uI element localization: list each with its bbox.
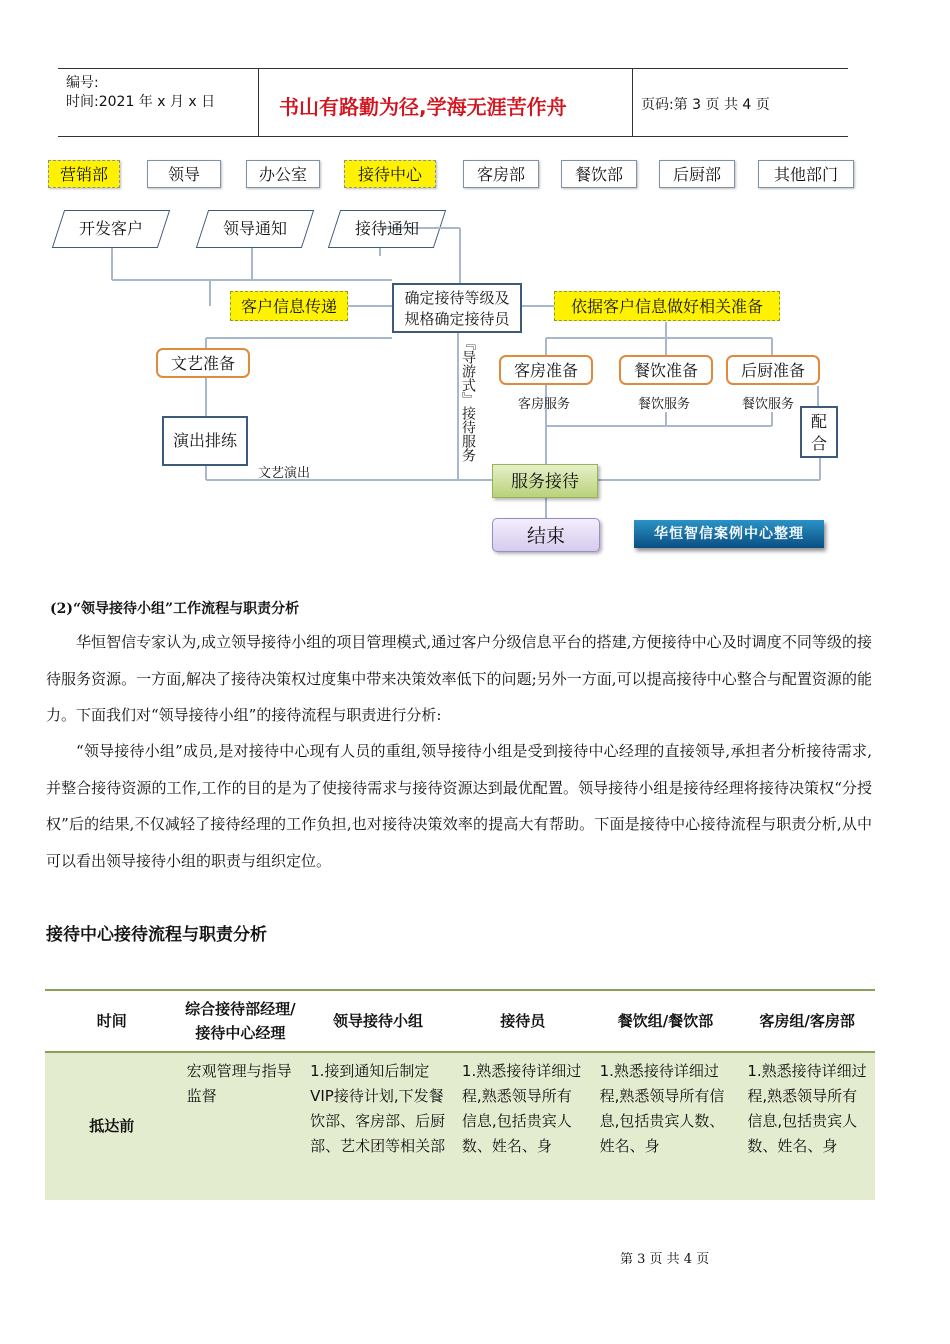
paragraph-2: “领导接待小组”成员,是对接待中心现有人员的重组,领导接待小组是受到接待中心经理的直接领导,承担者分析接待需求,并整合接待资源的工作,工作的目的是为了使接待需求与接待资源达到最优配置。领导接待小组是接待经理将接待决策权“分授权”后的结果,不仅减轻了接待经理的工作负担,也对接待决策效率的提高大有帮助。下面是接待中心接待流程与职责分析,从中可以看出领导接待小组的职责与组织定位。: [46, 742, 872, 870]
dept-leader: 领导: [147, 160, 221, 188]
cell-rooms-text: 1.熟悉接待详细过程,熟悉领导所有信息,包括贵宾人数、姓名、身: [747, 1062, 867, 1155]
kitchen-preparation: 后厨准备: [726, 355, 820, 385]
cell-rooms: [739, 1052, 875, 1200]
col-manager: 综合接待部经理/接待中心经理: [179, 990, 302, 1052]
cell-receptionist: [454, 1052, 592, 1200]
cell-leader-group: [302, 1052, 454, 1200]
table-row: [45, 1052, 875, 1200]
dept-office: 办公室: [246, 160, 320, 188]
dept-rooms: 客房部: [463, 160, 539, 188]
brand-banner: 华恒智信案例中心整理: [634, 520, 824, 548]
page-label: 页码:第 3 页 共 4 页: [641, 97, 770, 113]
cell-receptionist-text: 1.熟悉接待详细过程,熟悉领导所有信息,包括贵宾人数、姓名、身: [461, 1062, 582, 1155]
cell-leader-group-text: 1.接到通知后制定VIP接待计划,下发餐饮部、客房部、后厨部、艺术团等相关部: [310, 1062, 446, 1155]
dept-marketing: 营销部: [48, 160, 120, 188]
cell-manager: [179, 1052, 302, 1200]
col-time: 时间: [45, 990, 179, 1052]
input-leader-notice: [202, 210, 308, 248]
dept-reception-center: 接待中心: [344, 160, 436, 188]
rooms-preparation: 客房准备: [499, 355, 593, 385]
time-label: 时间:2021 年 x 月 x 日: [66, 94, 216, 110]
flow-end: 结束: [492, 518, 600, 552]
catering-preparation: 餐饮准备: [619, 355, 713, 385]
performance-rehearsal: 演出排练: [162, 416, 248, 466]
cell-catering: [592, 1052, 740, 1200]
confirm-level-line1: 确定接待等级及: [404, 289, 510, 307]
col-catering: 餐饮组/餐饮部: [592, 990, 740, 1052]
culture-performance-label: 文艺演出: [258, 466, 311, 481]
responsibility-table: [45, 989, 875, 1200]
kitchen-service-label: 餐饮服务: [742, 397, 795, 412]
catering-service-label: 餐饮服务: [638, 397, 691, 412]
rooms-service-label: 客房服务: [518, 397, 571, 412]
prepare-by-customer-info: 依据客户信息做好相关准备: [554, 291, 780, 321]
header-motto: 书山有路勤为径,学海无涯苦作舟: [279, 95, 567, 119]
dept-catering: 餐饮部: [561, 160, 637, 188]
service-reception: 服务接待: [492, 464, 598, 498]
cell-manager-text: 宏观管理与指导监督: [186, 1062, 292, 1105]
col-rooms: 客房组/客房部: [739, 990, 875, 1052]
section-title: 接待中心接待流程与职责分析: [46, 925, 267, 945]
input-leader-notice-label: 领导通知: [222, 219, 287, 238]
dept-others: 其他部门: [758, 160, 854, 188]
paragraph-1: 华恒智信专家认为,成立领导接待小组的项目管理模式,通过客户分级信息平台的搭建,方便接待中心及时调度不同等级的接待服务资源。一方面,解决了接待决策权过度集中带来决策效率低下的问题;另外一方面,可以提高接待中心整合与配置资源的能力。下面我们对“领导接待小组”的接待流程与职责进行分析:: [46, 633, 872, 724]
serial-label: 编号:: [66, 75, 99, 91]
col-leader-group: 领导接待小组: [302, 990, 454, 1052]
col-receptionist: 接待员: [454, 990, 592, 1052]
page-footer: 第 3 页 共 4 页: [620, 1252, 710, 1267]
table-header-row: [45, 990, 875, 1052]
section-subheading: (2)“领导接待小组”工作流程与职责分析: [50, 601, 300, 617]
input-develop-customer-label: 开发客户: [78, 219, 143, 238]
cooperate-label: 配合: [810, 412, 827, 453]
confirm-level-box: [392, 283, 522, 333]
customer-info-transfer: 客户信息传递: [230, 291, 348, 321]
cell-catering-text: 1.熟悉接待详细过程,熟悉领导所有信息,包括贵宾人数、姓名、身: [599, 1062, 725, 1155]
cooperate-box: [800, 406, 838, 458]
confirm-level-line2: 规格确定接待员: [404, 310, 510, 328]
input-reception-notice-label: 接待通知: [354, 219, 419, 238]
cell-time: 抵达前: [45, 1052, 179, 1200]
guide-style-service-label: 『导游式』接待服务: [460, 336, 476, 462]
culture-preparation: 文艺准备: [156, 348, 250, 378]
input-reception-notice: [334, 210, 440, 248]
dept-kitchen: 后厨部: [659, 160, 735, 188]
reception-flowchart: [0, 0, 950, 570]
input-develop-customer: [58, 210, 164, 248]
